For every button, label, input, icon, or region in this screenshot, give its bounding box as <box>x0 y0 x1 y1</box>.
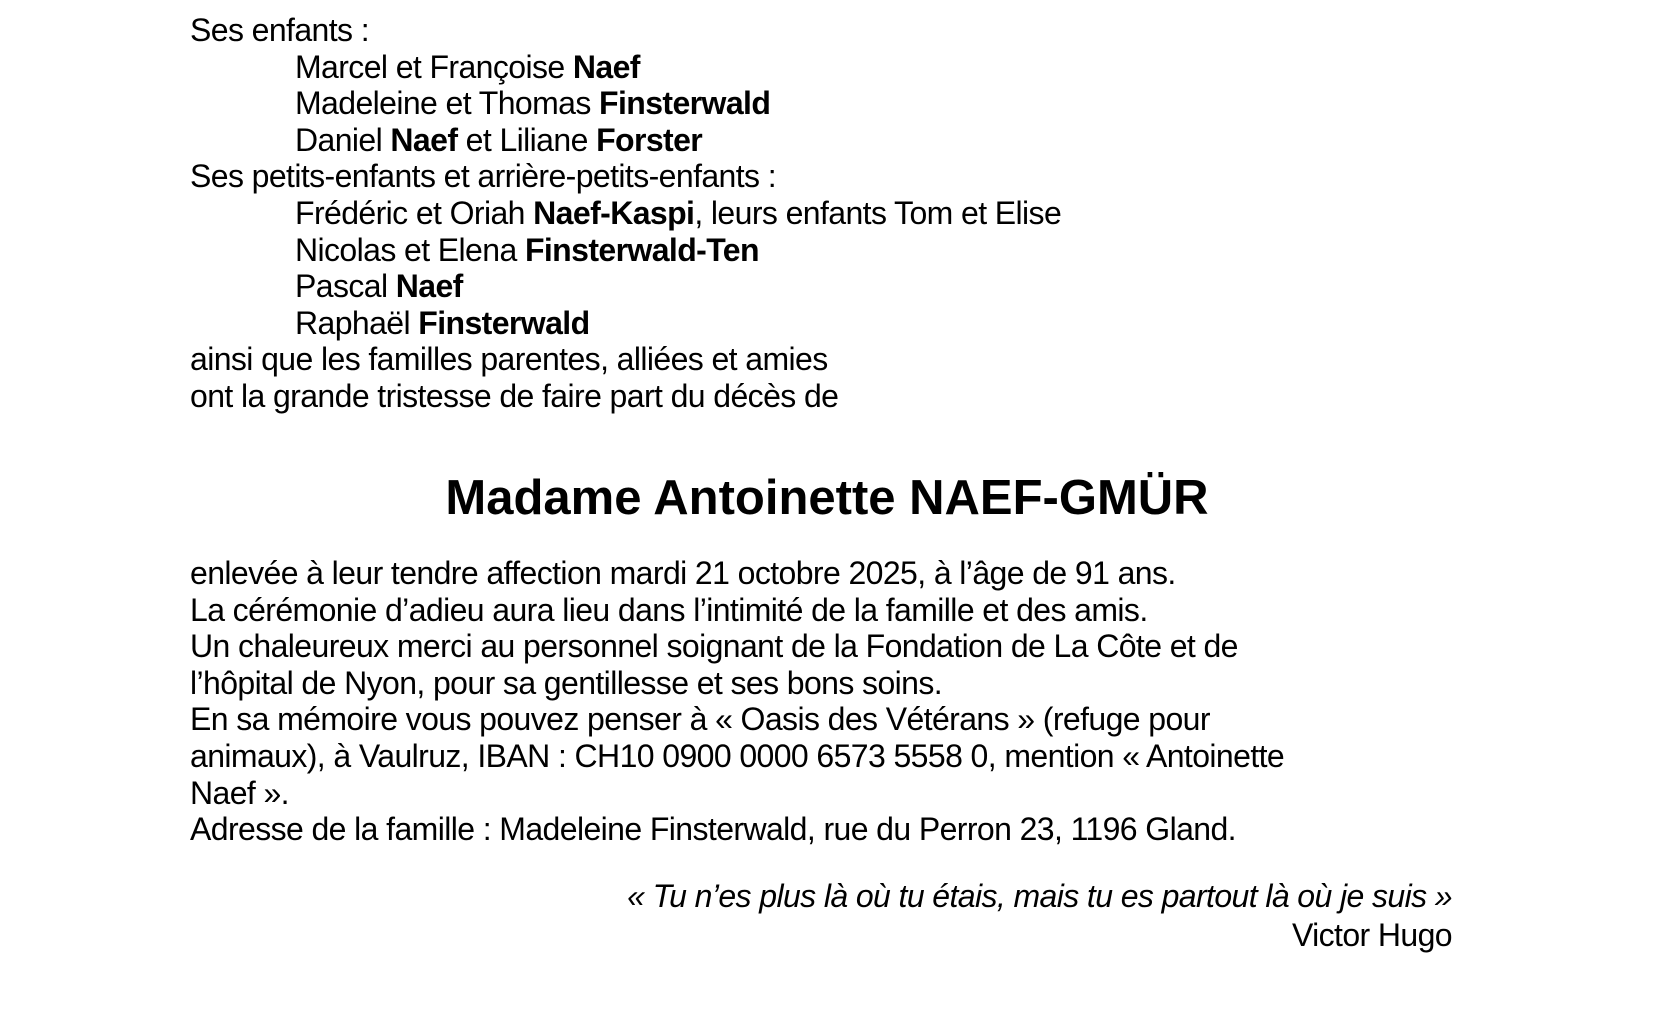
family-line-text: Frédéric et Oriah <box>295 194 534 231</box>
details-line: Un chaleureux merci au personnel soignant de la Fondation de La Côte et de <box>190 628 1238 665</box>
family-line <box>190 122 1061 159</box>
family-line <box>190 12 1061 49</box>
family-line <box>190 378 1061 415</box>
family-line-text: , leurs enfants Tom et Elise <box>694 194 1062 231</box>
quote-section <box>627 877 1452 955</box>
family-line <box>190 268 1061 305</box>
family-line <box>190 85 1061 122</box>
family-surname-bold: Naef <box>395 268 463 305</box>
family-surname-bold: Naef-Kaspi <box>533 194 695 231</box>
family-surname-bold: Finsterwald-Ten <box>524 231 759 268</box>
family-line-text: Daniel <box>295 121 391 158</box>
family-surname-bold: Finsterwald <box>599 85 771 122</box>
family-line <box>190 195 1061 232</box>
family-line-text: Nicolas et Elena <box>295 231 525 268</box>
family-line-text: Ses enfants : <box>190 12 369 48</box>
family-line-text: Madeleine et Thomas <box>295 85 600 122</box>
details-line: La cérémonie d’adieu aura lieu dans l’intimité de la famille et des amis. <box>190 591 1148 628</box>
details-line: Naef ». <box>190 774 289 811</box>
quote-text: « Tu n’es plus là où tu étais, mais tu es partout là où je suis » <box>627 878 1452 914</box>
family-line <box>190 341 1061 378</box>
details-line: En sa mémoire vous pouvez penser à « Oasis des Vétérans » (refuge pour <box>190 701 1210 738</box>
family-line-text: Raphaël <box>295 304 419 341</box>
family-line-text: ont la grande tristesse de faire part du décès de <box>190 377 839 414</box>
family-line-text: Marcel et Françoise <box>295 48 573 85</box>
family-line <box>190 158 1061 195</box>
family-line-text: Ses petits-enfants et arrière-petits-enfants : <box>190 158 777 195</box>
family-surname-bold: Naef <box>390 121 458 158</box>
family-surname-bold: Finsterwald <box>418 304 590 341</box>
details-line: enlevée à leur tendre affection mardi 21 octobre 2025, à l’âge de 91 ans. <box>190 555 1176 591</box>
family-surname-bold: Naef <box>572 48 640 85</box>
family-surname-bold: Forster <box>596 121 703 158</box>
family-section <box>190 12 1061 415</box>
family-line-text: ainsi que les familles parentes, alliées et amies <box>190 341 828 378</box>
details-line: l’hôpital de Nyon, pour sa gentillesse et ses bons soins. <box>190 664 943 701</box>
family-line <box>190 49 1061 86</box>
quote-author: Victor Hugo <box>1291 917 1452 953</box>
details-line: animaux), à Vaulruz, IBAN : CH10 0900 0000 6573 5558 0, mention « Antoinette <box>190 737 1285 774</box>
family-line-text: et Liliane <box>457 121 597 158</box>
details-line: Adresse de la famille : Madeleine Finsterwald, rue du Perron 23, 1196 Gland. <box>190 811 1236 848</box>
family-line <box>190 305 1061 342</box>
family-line-text: Pascal <box>295 268 396 305</box>
details-section <box>190 555 1284 848</box>
family-line <box>190 232 1061 269</box>
deceased-name-title: Madame Antoinette NAEF-GMÜR <box>445 471 1209 525</box>
